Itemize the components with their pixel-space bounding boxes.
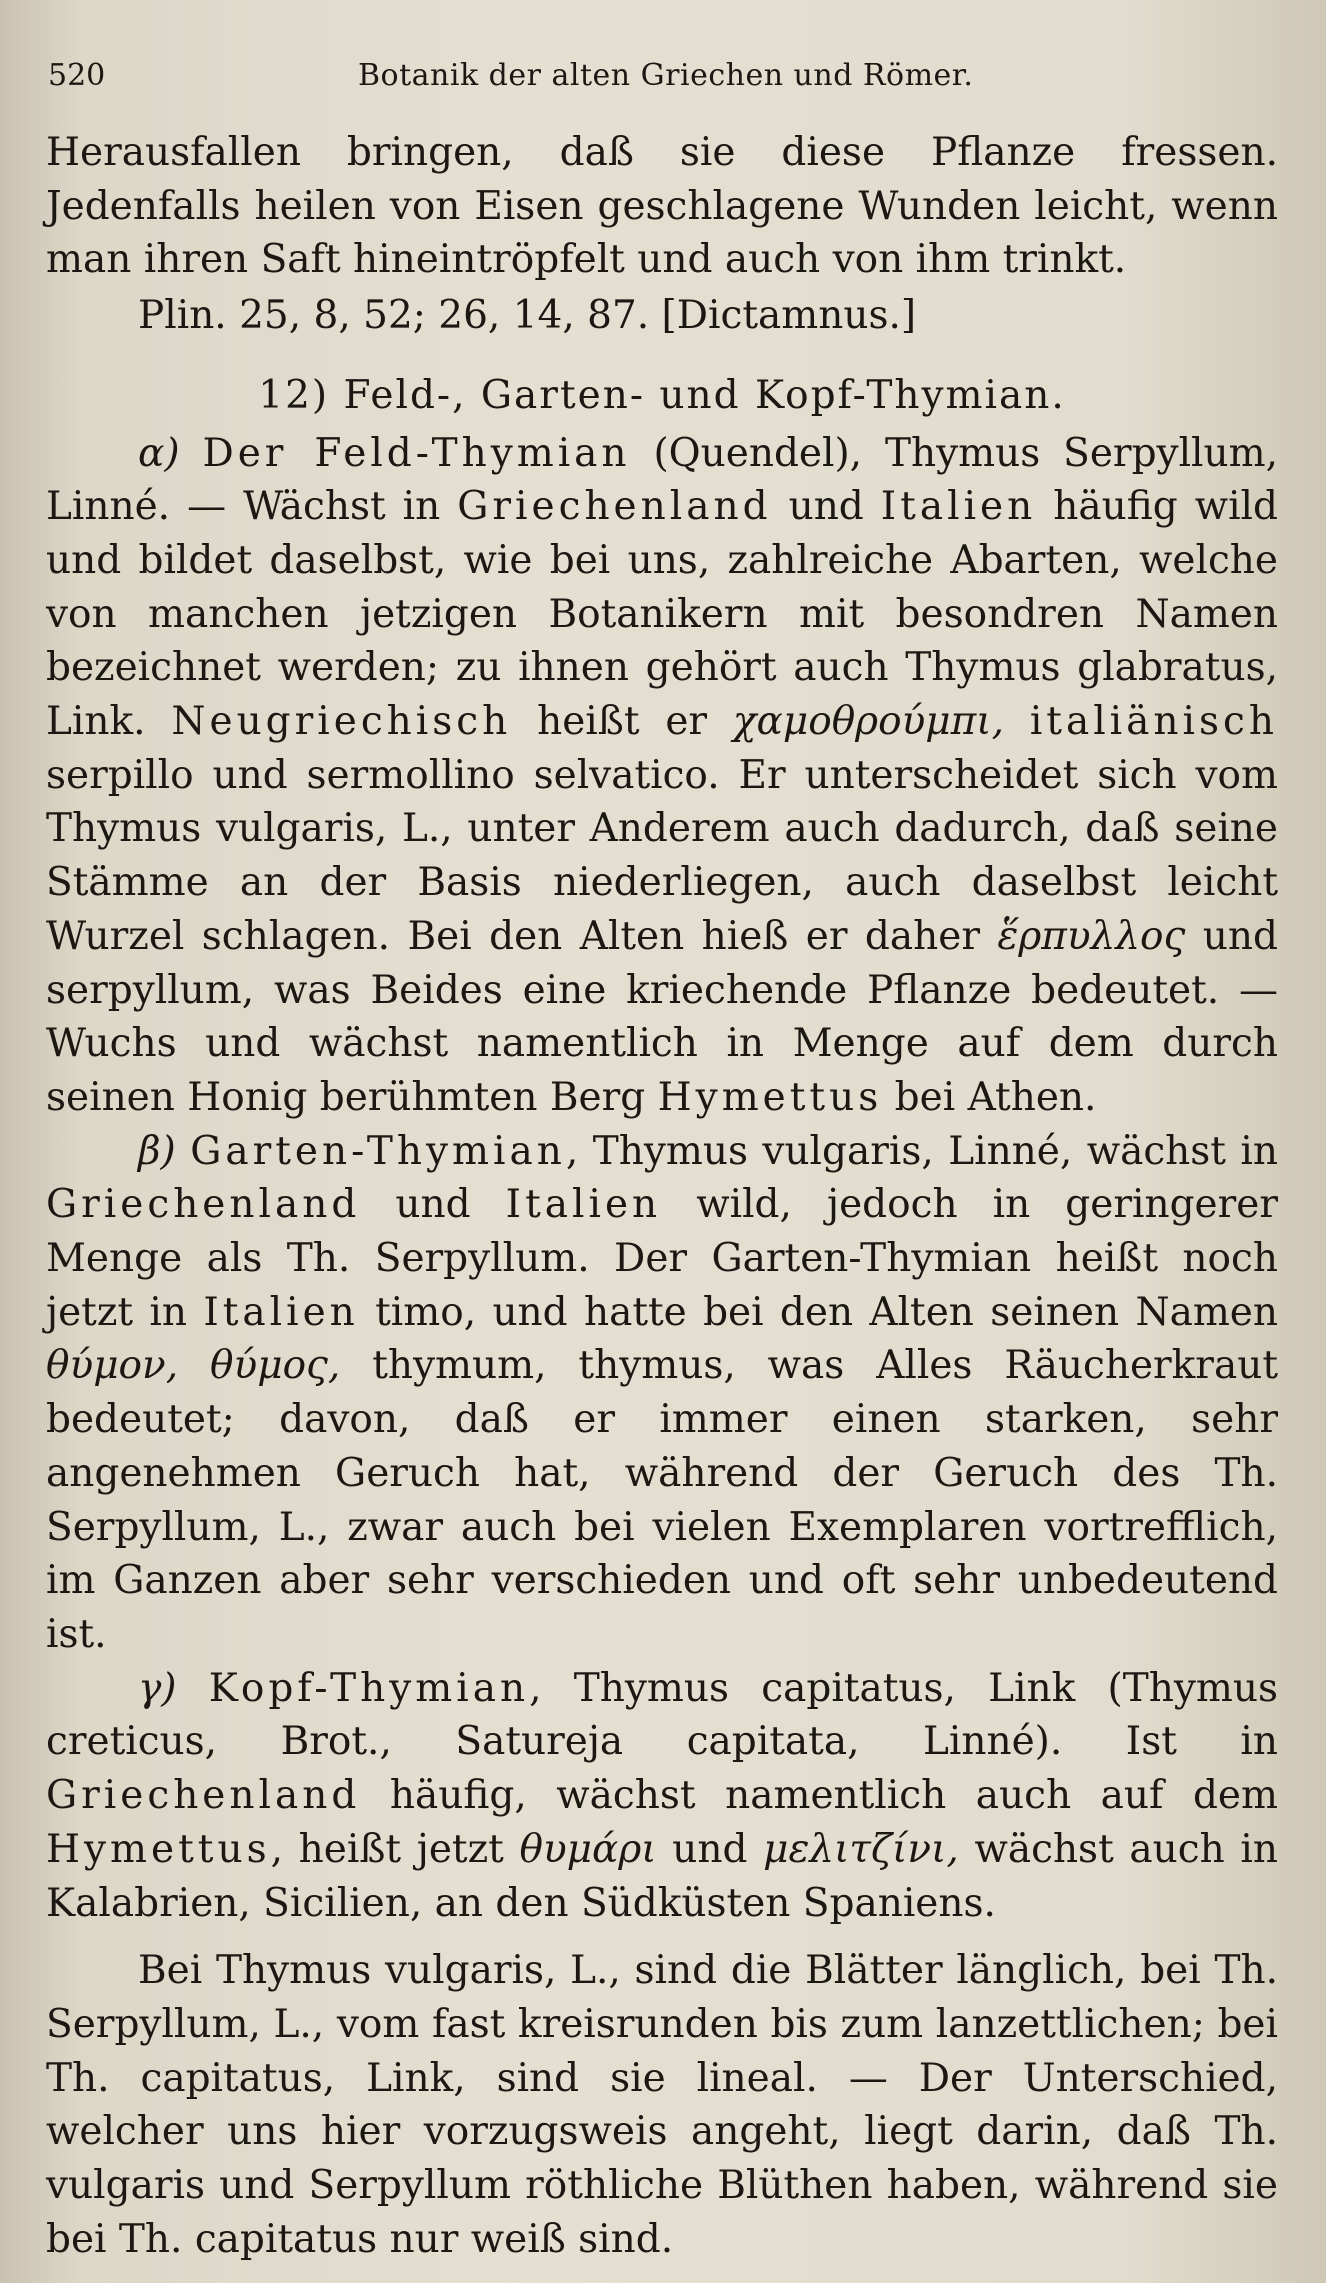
alpha-marker: α) xyxy=(138,430,180,476)
alpha-ital: italiänisch xyxy=(1029,699,1278,745)
gamma-paragraph xyxy=(46,1662,1278,1931)
beta-greek-1: θύμον, θύμος, xyxy=(46,1343,341,1389)
gamma-text-3: , heißt jetzt xyxy=(270,1826,520,1872)
final-paragraph: Bei Thymus vulgaris, L., sind die Blätter länglich, bei Th. Serpyllum, L., vom fast kreisrunden bis zum lanzettlichen; bei Th. capitatus, Link, sind sie lineal. — Der Unterschied, welcher uns hier vorzugsweis angeht, liegt darin, daß Th. vulgaris und Serpyllum röthliche Blüthen haben, während sie bei Th. capitatus nur weiß sind. xyxy=(46,1948,1278,2262)
alpha-text-7: und serpyllum, was Beides eine kriechende Pflanze bedeutet. — Wuchs und wächst namentlich in Menge auf dem durch seinen Honig berühmten Berg xyxy=(46,913,1278,1120)
alpha-neugr: Neugriechisch xyxy=(171,699,512,745)
gamma-hymettus: Hymettus xyxy=(46,1826,271,1872)
alpha-greek-2: ἕρπυλλος xyxy=(997,913,1186,959)
gamma-marker: γ) xyxy=(138,1665,177,1711)
alpha-text-1: (Quendel), Thymus Serpyllum, Linné. — Wächst in xyxy=(46,430,1279,530)
gamma-greek-2: μελιτζίνι, xyxy=(763,1826,959,1872)
alpha-place-1: Griechenland xyxy=(457,484,772,530)
page-body xyxy=(46,126,1278,2266)
beta-place-1: Griechenland xyxy=(46,1182,361,1228)
alpha-text-4: heißt er xyxy=(511,699,733,745)
beta-text-5: thymum, thymus, was Alles Räucherkraut bedeutet; davon, daß er immer einen starken, sehr angenehmen Geruch hat, während der Geruch des Th. Serpyllum, L., zwar auch bei vielen Exemplaren vortrefflich, im Ganzen aber sehr verschieden und oft sehr unbedeutend ist. xyxy=(46,1343,1278,1657)
section-heading: 12) Feld-, Garten- und Kopf-Thymian. xyxy=(258,372,1066,418)
beta-text-4: timo, und hatte bei den Alten seinen Namen xyxy=(358,1289,1278,1335)
alpha-title: Der Feld-Thymian xyxy=(202,430,631,476)
alpha-text-8: bei Athen. xyxy=(882,1074,1097,1120)
alpha-text-2: und xyxy=(771,484,881,530)
beta-text-1: , Thymus vulgaris, Linné, wächst in xyxy=(565,1128,1278,1174)
beta-place-3: Italien xyxy=(203,1289,359,1335)
gamma-text-5: wächst auch in Kalabrien, Sicilien, an den Südküsten Spaniens. xyxy=(46,1826,1279,1926)
alpha-place-2: Italien xyxy=(880,484,1037,530)
alpha-text-3: häufig wild und bildet daselbst, wie bei uns, zahlreiche Abarten, welche von manchen jetzigen Botanikern mit besondren Namen bezeichnet werden; zu ihnen gehört auch Thymus glabratus, Link. xyxy=(46,484,1278,745)
alpha-hymettus: Hymettus xyxy=(657,1074,883,1120)
beta-text-3: wild, jedoch in geringerer Menge als Th. Serpyllum. Der Garten-Thymian heißt noch jetzt in xyxy=(46,1182,1278,1335)
gamma-text-2: häufig, wächst namentlich auch auf dem xyxy=(360,1773,1278,1819)
gamma-title: Kopf-Thymian xyxy=(208,1665,530,1711)
alpha-paragraph xyxy=(46,427,1278,1125)
beta-marker: β) xyxy=(138,1128,176,1174)
page-number: 520 xyxy=(48,58,106,93)
beta-place-2: Italien xyxy=(505,1182,662,1228)
alpha-text-6: serpillo und sermollino selvatico. Er unterscheidet sich vom Thymus vulgaris, L., unter Anderem auch dadurch, daß seine Stämme an der Basis niederliegen, auch daselbst leicht Wurzel schlagen. Bei den Alten hieß er daher xyxy=(46,752,1278,959)
citation-line: Plin. 25, 8, 52; 26, 14, 87. [Dictamnus.] xyxy=(138,293,917,339)
alpha-text-5 xyxy=(1004,699,1030,744)
beta-title: Garten-Thymian xyxy=(190,1128,566,1174)
alpha-greek-1: χαμοθρούμπι, xyxy=(732,699,1004,745)
beta-paragraph xyxy=(46,1125,1278,1662)
gamma-greek-1: θυμάρι xyxy=(519,1826,657,1872)
running-title: Botanik der alten Griechen und Römer. xyxy=(358,58,974,93)
intro-paragraph: Herausfallen bringen, daß sie diese Pflanze fressen. Jedenfalls heilen von Eisen geschlagene Wunden leicht, wenn man ihren Saft hineintröpfelt und auch von ihm trinkt. xyxy=(46,130,1278,283)
gamma-text-1: , Thymus capitatus, Link (Thymus creticus, Brot., Satureja capitata, Linné). Ist in xyxy=(46,1665,1278,1765)
gamma-place-1: Griechenland xyxy=(46,1773,361,1819)
beta-text-2: und xyxy=(360,1182,506,1228)
gamma-text-4: und xyxy=(656,1826,764,1872)
page-header xyxy=(48,58,1266,98)
